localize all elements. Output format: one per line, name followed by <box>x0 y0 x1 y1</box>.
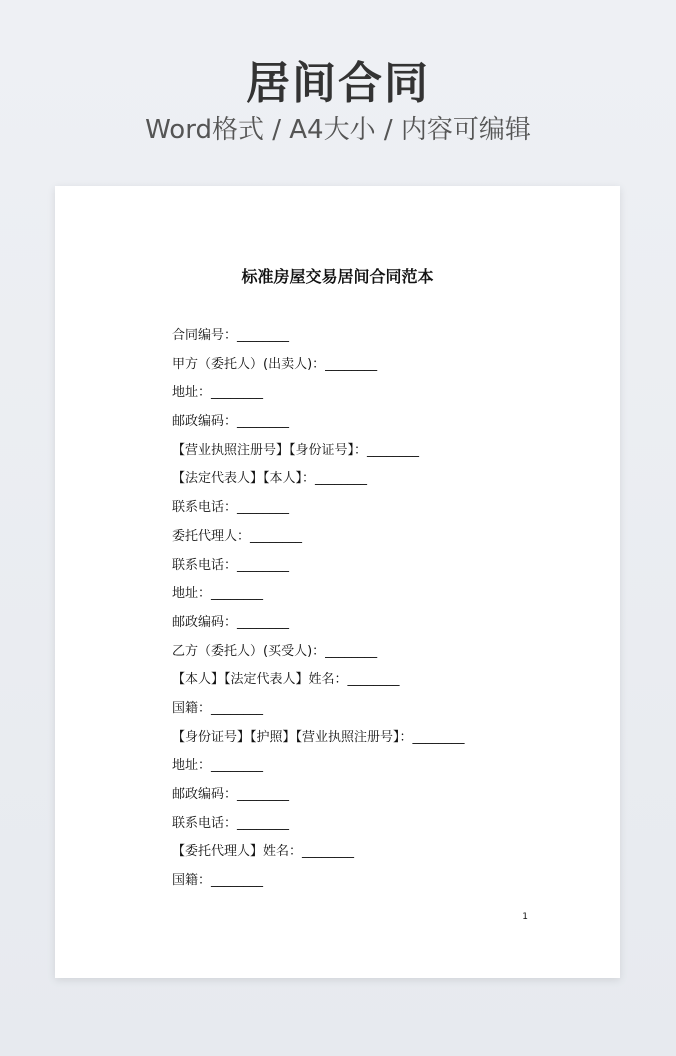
field-party-b-nationality: 国籍：________ <box>172 700 264 716</box>
document-page <box>55 186 620 978</box>
page-number: 1 <box>522 912 528 922</box>
field-party-a-address: 地址：________ <box>172 385 264 401</box>
field-party-a-representative: 【法定代表人】【本人】：________ <box>172 471 368 487</box>
field-party-a-agent-phone: 联系电话：________ <box>172 557 290 573</box>
hero-title: 居间合同 <box>246 58 430 109</box>
field-party-a-agent: 委托代理人：________ <box>172 528 303 544</box>
contract-field-list <box>172 322 465 896</box>
field-party-b-agent: 【委托代理人】姓名：________ <box>172 844 355 860</box>
field-party-b-agent-nationality: 国籍：________ <box>172 873 264 889</box>
field-party-a-id: 【营业执照注册号】【身份证号】：________ <box>172 442 420 458</box>
field-party-b-phone: 联系电话：________ <box>172 815 290 831</box>
field-party-a: 甲方（委托人）(出卖人)：________ <box>172 356 378 372</box>
field-party-b-name: 【本人】【法定代表人】姓名：________ <box>172 672 400 688</box>
field-party-a-agent-address: 地址：________ <box>172 586 264 602</box>
hero-subtitle: Word格式 / A4大小 / 内容可编辑 <box>145 114 531 145</box>
field-party-a-postcode: 邮政编码：________ <box>172 414 290 430</box>
field-party-a-phone: 联系电话：________ <box>172 500 290 516</box>
field-party-b-id: 【身份证号】【护照】【营业执照注册号】：________ <box>172 729 465 745</box>
field-party-b: 乙方（委托人）(买受人)：________ <box>172 643 378 659</box>
document-title: 标准房屋交易居间合同范本 <box>241 267 434 286</box>
hero-banner <box>0 58 676 146</box>
field-party-b-address: 地址：________ <box>172 758 264 774</box>
field-contract-number: 合同编号：________ <box>172 328 290 343</box>
field-party-b-postcode: 邮政编码：________ <box>172 787 290 802</box>
field-party-a-agent-postcode: 邮政编码：________ <box>172 614 290 630</box>
